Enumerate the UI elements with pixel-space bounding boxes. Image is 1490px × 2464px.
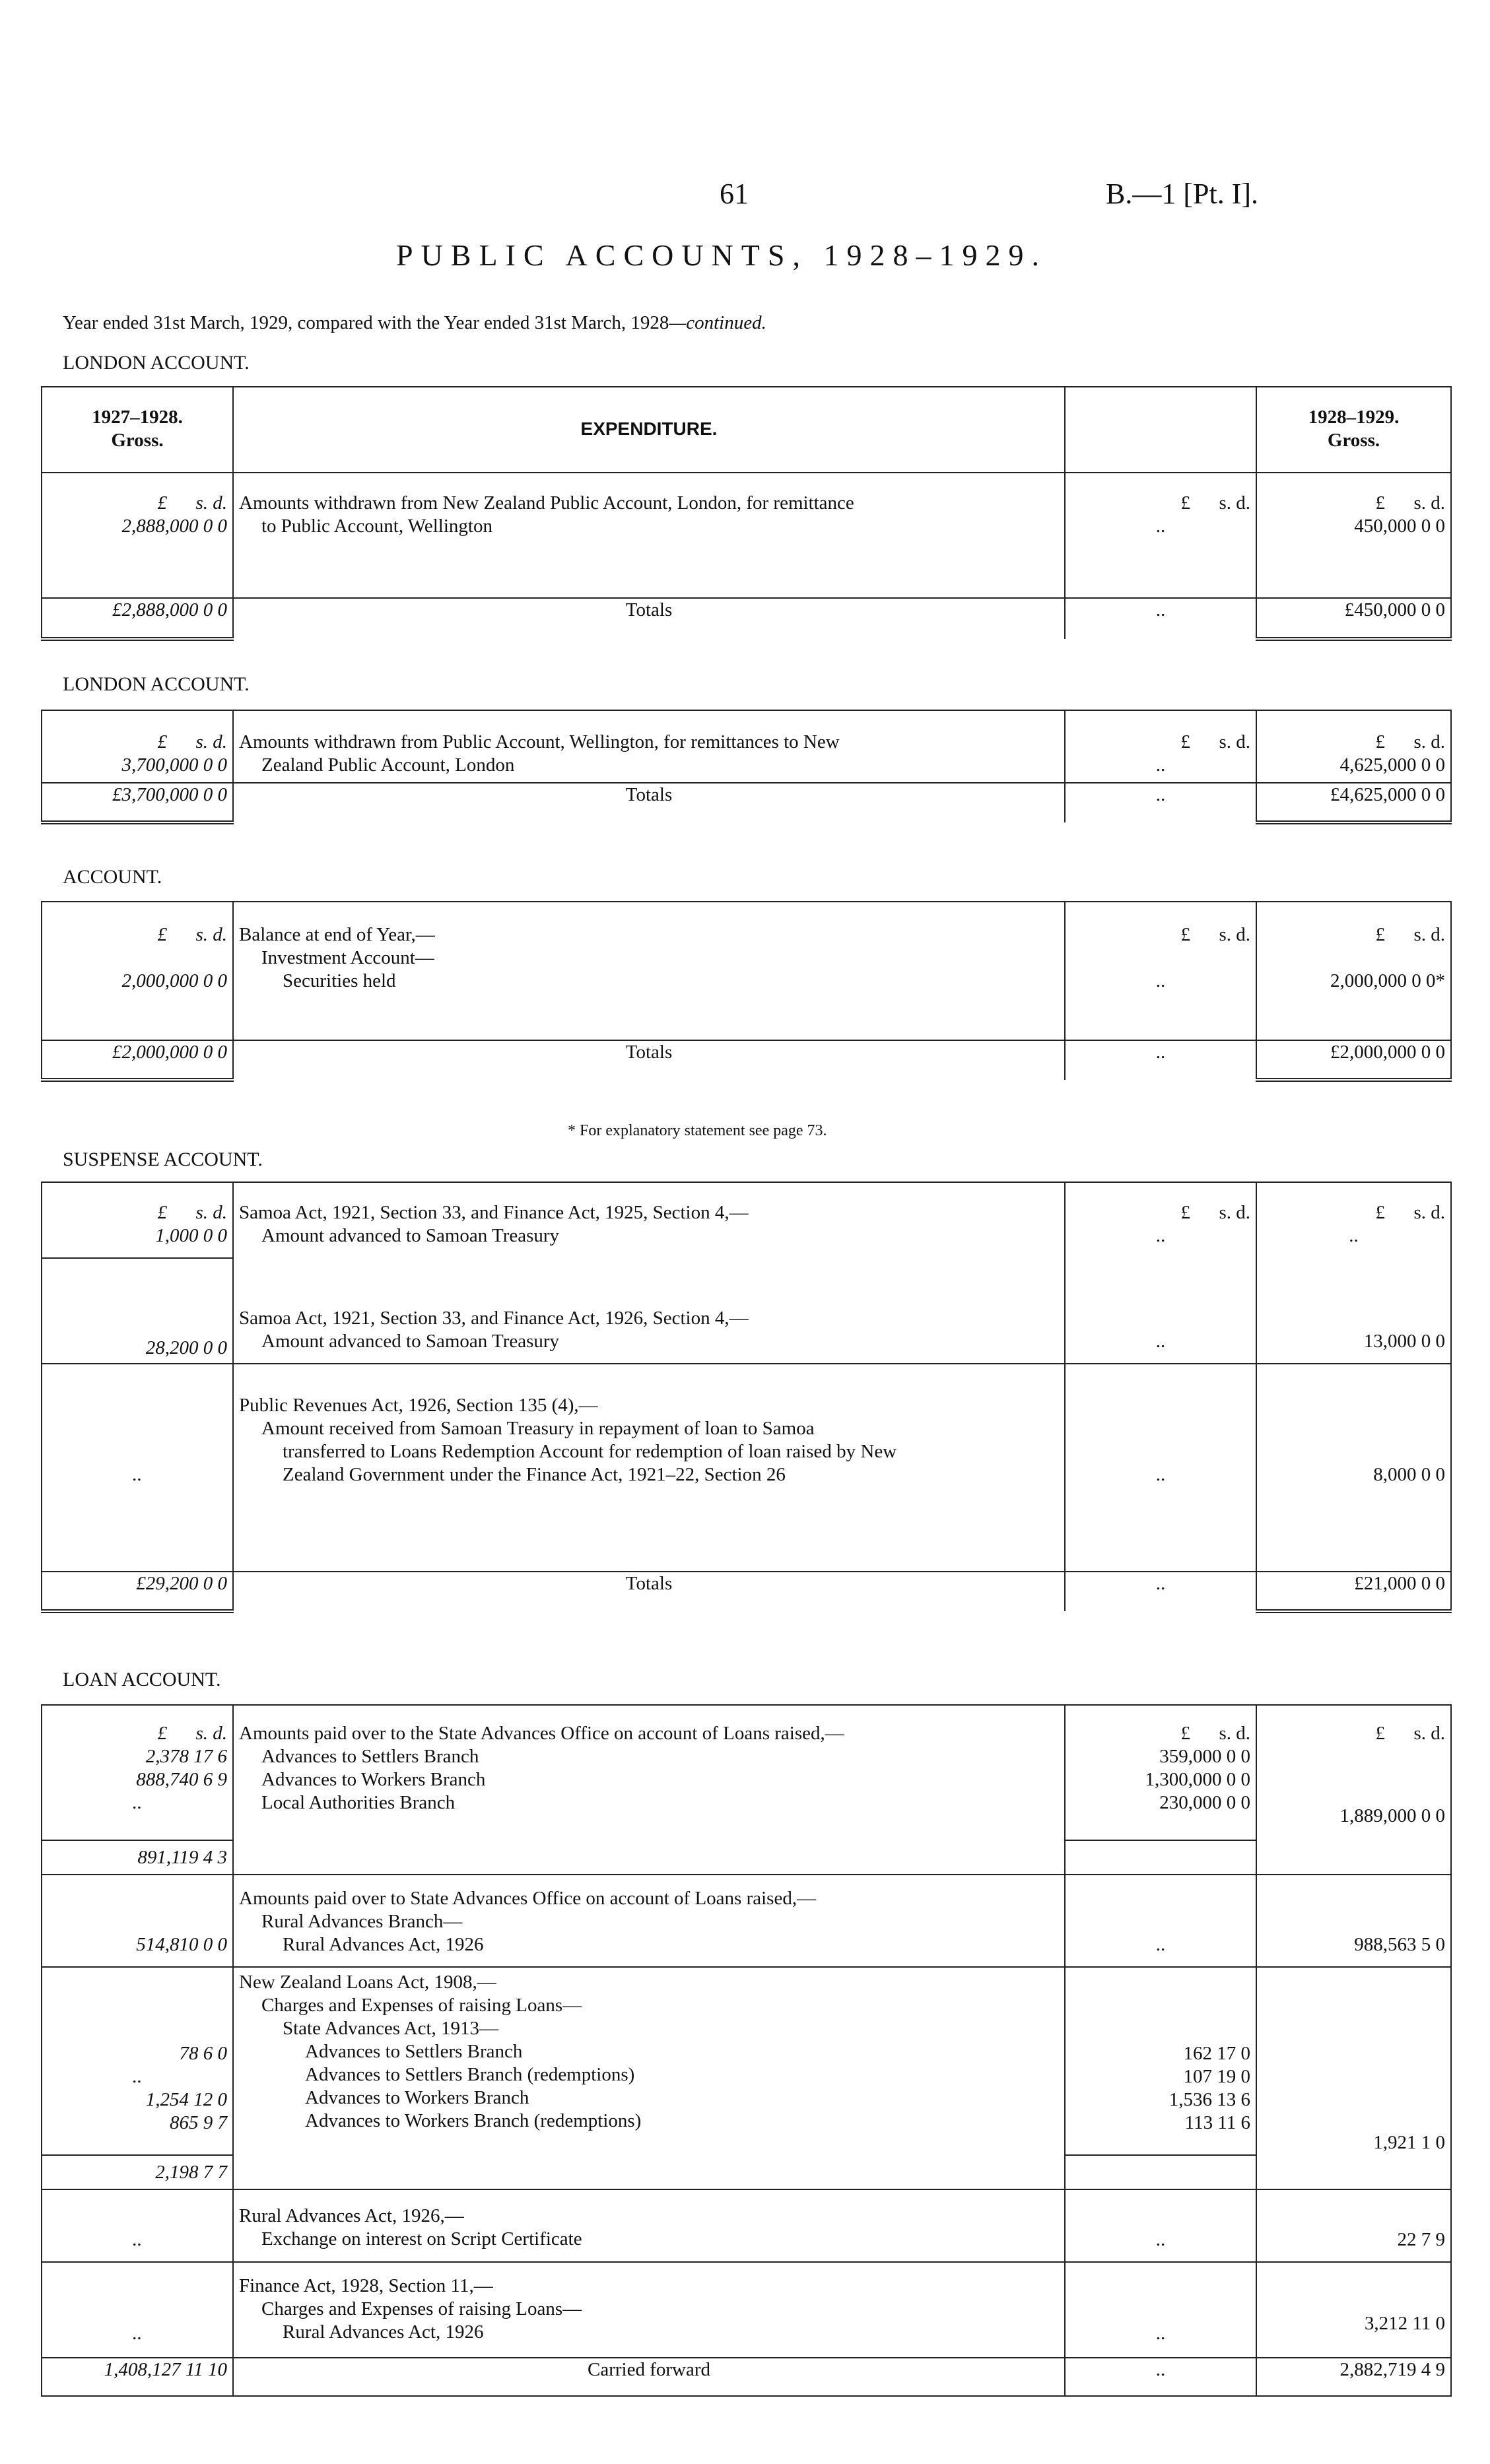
b1-subtotal: 891,119 4 3 [42,1840,233,1875]
b1-mid-spacer [1065,1840,1256,1875]
r1-r2-curr: £ s. d. .. 13,000 0 0 [1256,1182,1451,1364]
b3-item-label: Advances to Settlers Branch (redemptions) [305,2064,635,2085]
b1-item-label: Advances to Settlers Branch [261,1746,479,1767]
b5-mid: .. [1065,2262,1256,2358]
mid-amount-cell: £ s. d. .. [1065,473,1256,598]
b3-subtotal: 2,198 7 7 [42,2155,233,2189]
total-curr: £4,625,000 0 0 [1256,783,1451,822]
london-account-table-2 [41,710,1452,824]
carried-forward-label: Carried forward [233,2358,1065,2396]
b3-curr: 1,921 1 0 [1256,1967,1451,2189]
b3-item-mid: 162 17 0 [1183,2043,1250,2064]
r1-r2-mid: £ s. d. .. .. [1065,1182,1256,1364]
b1-item-mid: 1,300,000 0 0 [1145,1769,1250,1790]
b1-item-label: Advances to Workers Branch [261,1769,486,1790]
total-curr: £21,000 0 0 [1256,1572,1451,1611]
b1-mid: £ s. d. 359,000 0 0 1,300,000 0 0 230,000 0 0 [1065,1705,1256,1840]
carried-forward-curr: 2,882,719 4 9 [1256,2358,1451,2396]
carried-forward-prev: 1,408,127 11 10 [42,2358,233,2396]
b3-mid [1065,1967,1256,2155]
b3-item-label: Advances to Settlers Branch [305,2041,523,2062]
description-cell: Balance at end of Year,— Investment Account— Securities held [233,902,1065,1040]
curr-amount-cell: £ s. d. 450,000 0 0 [1256,473,1451,598]
total-prev: £2,000,000 0 0 [42,1040,233,1080]
b5-curr: 3,212 11 0 [1256,2262,1451,2358]
b3-mid-spacer [1065,2155,1256,2189]
totals-label: Totals [233,598,1065,639]
page-title: PUBLIC ACCOUNTS, 1928–1929. [396,238,1047,272]
b1-prev: £ s. d. 2,378 17 6 888,740 6 9 .. [42,1705,233,1840]
totals-label: Totals [233,1572,1065,1611]
b3-item-label: Advances to Workers Branch (redemptions) [305,2110,642,2131]
b2-description: Amounts paid over to State Advances Office on account of Loans raised,— Rural Advances Branch— Rural Advances Act, 1926 [233,1875,1065,1967]
loan-account-heading: LOAN ACCOUNT. [63,1669,221,1690]
prev-year-header: 1927–1928. Gross. [42,387,233,473]
b3-item-prev: .. [132,2066,143,2087]
b3-item-mid: 1,536 13 6 [1168,2089,1250,2110]
document-reference: B.—1 [Pt. I]. [1106,178,1258,210]
total-prev: £3,700,000 0 0 [42,783,233,822]
b3-item-prev: 1,254 12 0 [145,2089,227,2110]
r2-prev: 28,200 0 0 [42,1258,233,1364]
subtitle-text: Year ended 31st March, 1929, compared with the Year ended 31st March, 1928 [63,312,669,333]
unit-label: £ s. d. [157,492,227,514]
b4-mid: .. [1065,2189,1256,2262]
london-account-table-1 [41,386,1452,641]
b1-item-prev: .. [132,1792,143,1813]
description-cell: Amounts withdrawn from Public Account, Wellington, for remittances to New Zealand Public Account, London [233,710,1065,783]
r3-prev: .. [42,1364,233,1572]
total-curr: £450,000 0 0 [1256,598,1451,639]
b3-item-mid: 113 11 6 [1184,2112,1250,2133]
subtitle-suffix: —continued. [669,312,766,333]
curr-year-header: 1928–1929. Gross. [1256,387,1451,473]
suspense-account-heading: SUSPENSE ACCOUNT. [63,1149,263,1170]
b2-prev: 514,810 0 0 [42,1875,233,1967]
description-cell: Amounts withdrawn from New Zealand Public Account, London, for remittance to Public Account, Wellington [233,473,1065,598]
b2-curr: 988,563 5 0 [1256,1875,1451,1967]
totals-label: Totals [233,783,1065,822]
total-mid: .. [1065,783,1256,822]
mid-amount-cell: £ s. d. .. [1065,902,1256,1040]
account-table [41,901,1452,1082]
expenditure-header: EXPENDITURE. [233,387,1065,473]
total-prev: £29,200 0 0 [42,1572,233,1611]
mid-header [1065,387,1256,473]
b1-description: Amounts paid over to the State Advances Office on account of Loans raised,— Advances to Settlers Branch Advances to Workers Branch Local Authorities Branch [233,1705,1065,1875]
total-mid: .. [1065,1040,1256,1080]
mid-amount-cell: £ s. d. .. [1065,710,1256,783]
page-subtitle [63,312,766,334]
b4-prev: .. [42,2189,233,2262]
b2-mid: .. [1065,1875,1256,1967]
r3-mid: .. [1065,1364,1256,1572]
b5-description: Finance Act, 1928, Section 11,— Charges and Expenses of raising Loans— Rural Advances Act, 1926 [233,2262,1065,2358]
page-number: 61 [720,178,749,210]
totals-label: Totals [233,1040,1065,1080]
total-mid: .. [1065,598,1256,639]
prev-amount-cell: £ s. d. 2,000,000 0 0 [42,902,233,1040]
loan-account-table [41,1704,1452,2397]
b1-item-prev: 888,740 6 9 [136,1769,227,1790]
prev-amount-cell: £ s. d. 2,888,000 0 0 [42,473,233,598]
curr-amount-cell: £ s. d. 4,625,000 0 0 [1256,710,1451,783]
b3-item-prev: 78 6 0 [179,2043,227,2064]
london-account-heading-1: LONDON ACCOUNT. [63,352,250,374]
r3-description: Public Revenues Act, 1926, Section 135 (4),— Amount received from Samoan Treasury in repayment of loan to Samoa transferred to Loans Redemption Account for redemption of loan raised by New Zealand Government under the Finance Act, 1921–22, Section 26 [233,1364,1065,1572]
b1-item-prev: 2,378 17 6 [145,1746,227,1767]
b1-item-mid: 230,000 0 0 [1159,1792,1250,1813]
footnote: * For explanatory statement see page 73. [568,1122,827,1139]
r1-prev: £ s. d. 1,000 0 0 [42,1182,233,1258]
b1-curr: £ s. d. 1,889,000 0 0 [1256,1705,1451,1875]
r3-curr: 8,000 0 0 [1256,1364,1451,1572]
carried-forward-mid: .. [1065,2358,1256,2396]
b3-item-prev: 865 9 7 [170,2112,227,2133]
b5-prev: .. [42,2262,233,2358]
r1-r2-description: Samoa Act, 1921, Section 33, and Finance Act, 1925, Section 4,— Amount advanced to Samoan Treasury Samoa Act, 1921, Section 33, and Finance Act, 1926, Section 4,— Amount advanced to Samoan Treasury [233,1182,1065,1364]
b3-prev [42,1967,233,2155]
b3-description: New Zealand Loans Act, 1908,— Charges and Expenses of raising Loans— State Advances Act, 1913— Advances to Settlers Branch Advances to Settlers Branch (redemptions) Advances to Workers Branch Advances to Workers Branch (redemptions) [233,1967,1065,2189]
account-heading: ACCOUNT. [63,866,162,888]
b4-curr: 22 7 9 [1256,2189,1451,2262]
b3-item-mid: 107 19 0 [1183,2066,1250,2087]
b3-item-label: Advances to Workers Branch [305,2087,529,2108]
suspense-account-table [41,1182,1452,1613]
prev-amount-cell: £ s. d. 3,700,000 0 0 [42,710,233,783]
b1-item-label: Local Authorities Branch [261,1792,456,1813]
total-prev: £2,888,000 0 0 [42,598,233,639]
london-account-heading-2: LONDON ACCOUNT. [63,673,250,695]
total-curr: £2,000,000 0 0 [1256,1040,1451,1080]
total-mid: .. [1065,1572,1256,1611]
b4-description: Rural Advances Act, 1926,— Exchange on interest on Script Certificate [233,2189,1065,2262]
curr-amount-cell: £ s. d. 2,000,000 0 0* [1256,902,1451,1040]
b1-item-mid: 359,000 0 0 [1159,1746,1250,1767]
